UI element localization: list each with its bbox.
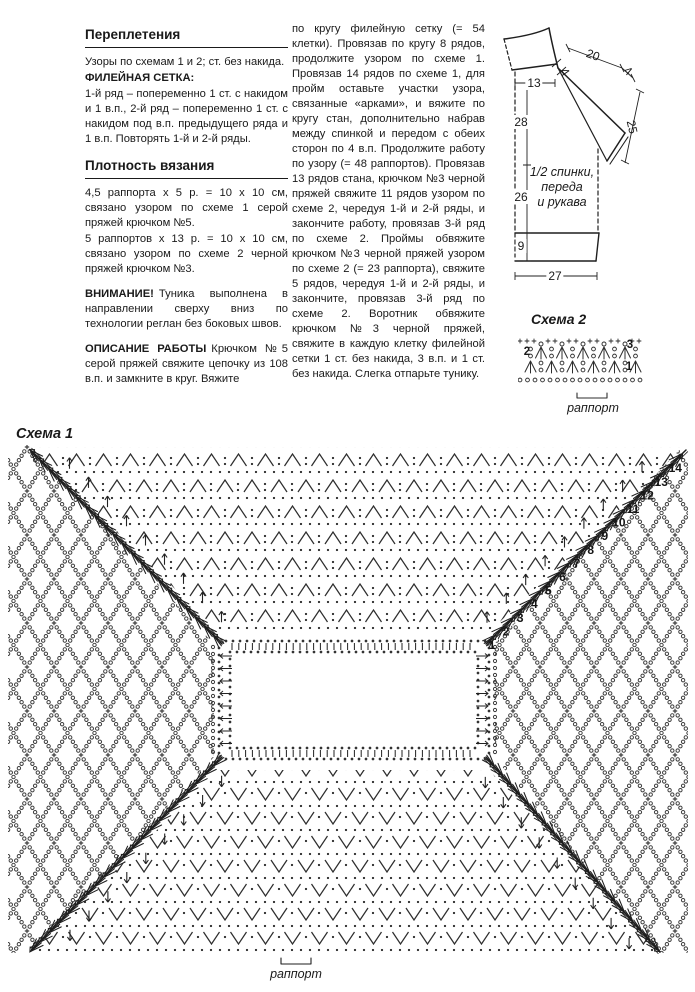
section-heading-weaves: Переплетения [85,27,288,48]
svg-text:13: 13 [654,474,668,489]
dim-sleeve-top: 20 [584,46,602,64]
scheme1-title: Схема 1 [16,426,74,442]
paragraph-instructions: по кругу филейную сетку (= 54 клетки). Провязав по кругу 8 рядов, продолжите узором по схеме 1. Провязав 14 рядов по схеме 1, для пройм оставьте участки узора, связанные «арками», и вяжите по кругу стан, дополнительно набрав между спинкой и передом с обеих сторон по 4 в.п. Продолжите работу по узору (= 48 раппортов). Провязав 13 рядов стана, крючком №3 черной пряжей свяжите 11 рядов узором по схеме 2, чередуя 1-й и 2-й ряды, и закончите работу, провязав 3-й ряд по схеме 2. Проймы обвяжите крючком №3 черной пряжей узором по схеме 2 (= 23 раппорта), свяжите 5 рядов, чередуя 1-й и 2-й ряды, и закончите, провязав 3-й ряд по схеме 2. Воротник обвяжите крючком №3 черной пряжей, свяжите в каждую клетку филейной сетки 1 ст. без накида, 3 в.п. и 1 ст. без накида. Слегка отпарьте тунику. [292,23,485,380]
scheme2-row-number-left: 2 [523,346,531,358]
scheme2-block [518,310,695,425]
dim-bottom-width: 27 [548,269,562,283]
svg-text:9: 9 [601,529,609,544]
garment-schematic [490,14,695,314]
garment-label-line2: переда [541,180,583,194]
paragraph-gauge-2: 5 раппортов x 13 р. = 10 x 10 см, связано узором по схеме 2 черной пряжей крючком №3. [85,233,288,275]
svg-text:5: 5 [545,583,552,598]
svg-text:3: 3 [516,610,524,625]
scheme2-row-number-right: 1 [625,361,633,373]
text-column-middle [292,22,485,383]
attention-text: Туника выполнена в направлении сверху вниз по технологии реглан без боковых швов. [85,288,288,330]
paragraph-filet-rows: 1-й ряд – попеременно 1 ст. с накидом и 1 в.п., 2-й ряд – попеременно 1 ст. с накидом под в.п. предыдущего ряда и 1 в.п. Повторять 1-й и 2-й ряды. [85,88,288,145]
scheme1-chart [0,425,695,992]
dim-sleeve-length: 25 [623,118,641,136]
subheading-filet-mesh: ФИЛЕЙНАЯ СЕТКА: [85,72,195,84]
scheme1-rapport-label: раппорт [270,967,322,981]
dim-cuff-width: 4 [620,63,636,79]
dim-neck-strip: 4 [557,65,573,79]
svg-text:8: 8 [587,542,595,557]
dim-lower-height: 26 [514,190,528,204]
paragraph-attention [85,287,288,332]
scheme2-rapport-label: раппорт [567,401,619,415]
svg-text:10: 10 [612,515,626,530]
text-column-left [85,27,288,388]
svg-text:4: 4 [530,597,538,612]
description-label: ОПИСАНИЕ РАБОТЫ [85,343,207,355]
svg-text:12: 12 [640,488,654,503]
svg-text:14: 14 [668,461,682,476]
garment-label-line3: и рукава [537,195,587,209]
dim-neck-width: 13 [527,76,541,90]
svg-text:11: 11 [626,502,640,516]
attention-label: ВНИМАНИЕ! [85,288,154,300]
paragraph-patterns: Узоры по схемам 1 и 2; ст. без накида. [85,56,285,68]
garment-label-line1: 1/2 спинки, [529,165,595,179]
scheme2-row-number-top-right: 3 [626,339,634,351]
paragraph-gauge-1: 4,5 раппорта x 5 р. = 10 x 10 см, связано узором по схеме 1 серой пряжей крючком №5. [85,187,288,229]
paragraph-description [85,342,288,387]
section-heading-gauge: Плотность вязания [85,158,288,179]
dim-upper-height: 28 [514,115,528,129]
description-text: Крючком №5 серой пряжей свяжите цепочку из 108 в.п. и замкните в круг. Вяжите [85,343,288,385]
dim-band-height: 9 [517,239,525,253]
scheme2-title: Схема 2 [531,311,587,327]
svg-text:6: 6 [559,570,566,584]
svg-text:7: 7 [573,556,580,571]
svg-text:2: 2 [502,624,510,639]
svg-text:1: 1 [488,638,496,652]
